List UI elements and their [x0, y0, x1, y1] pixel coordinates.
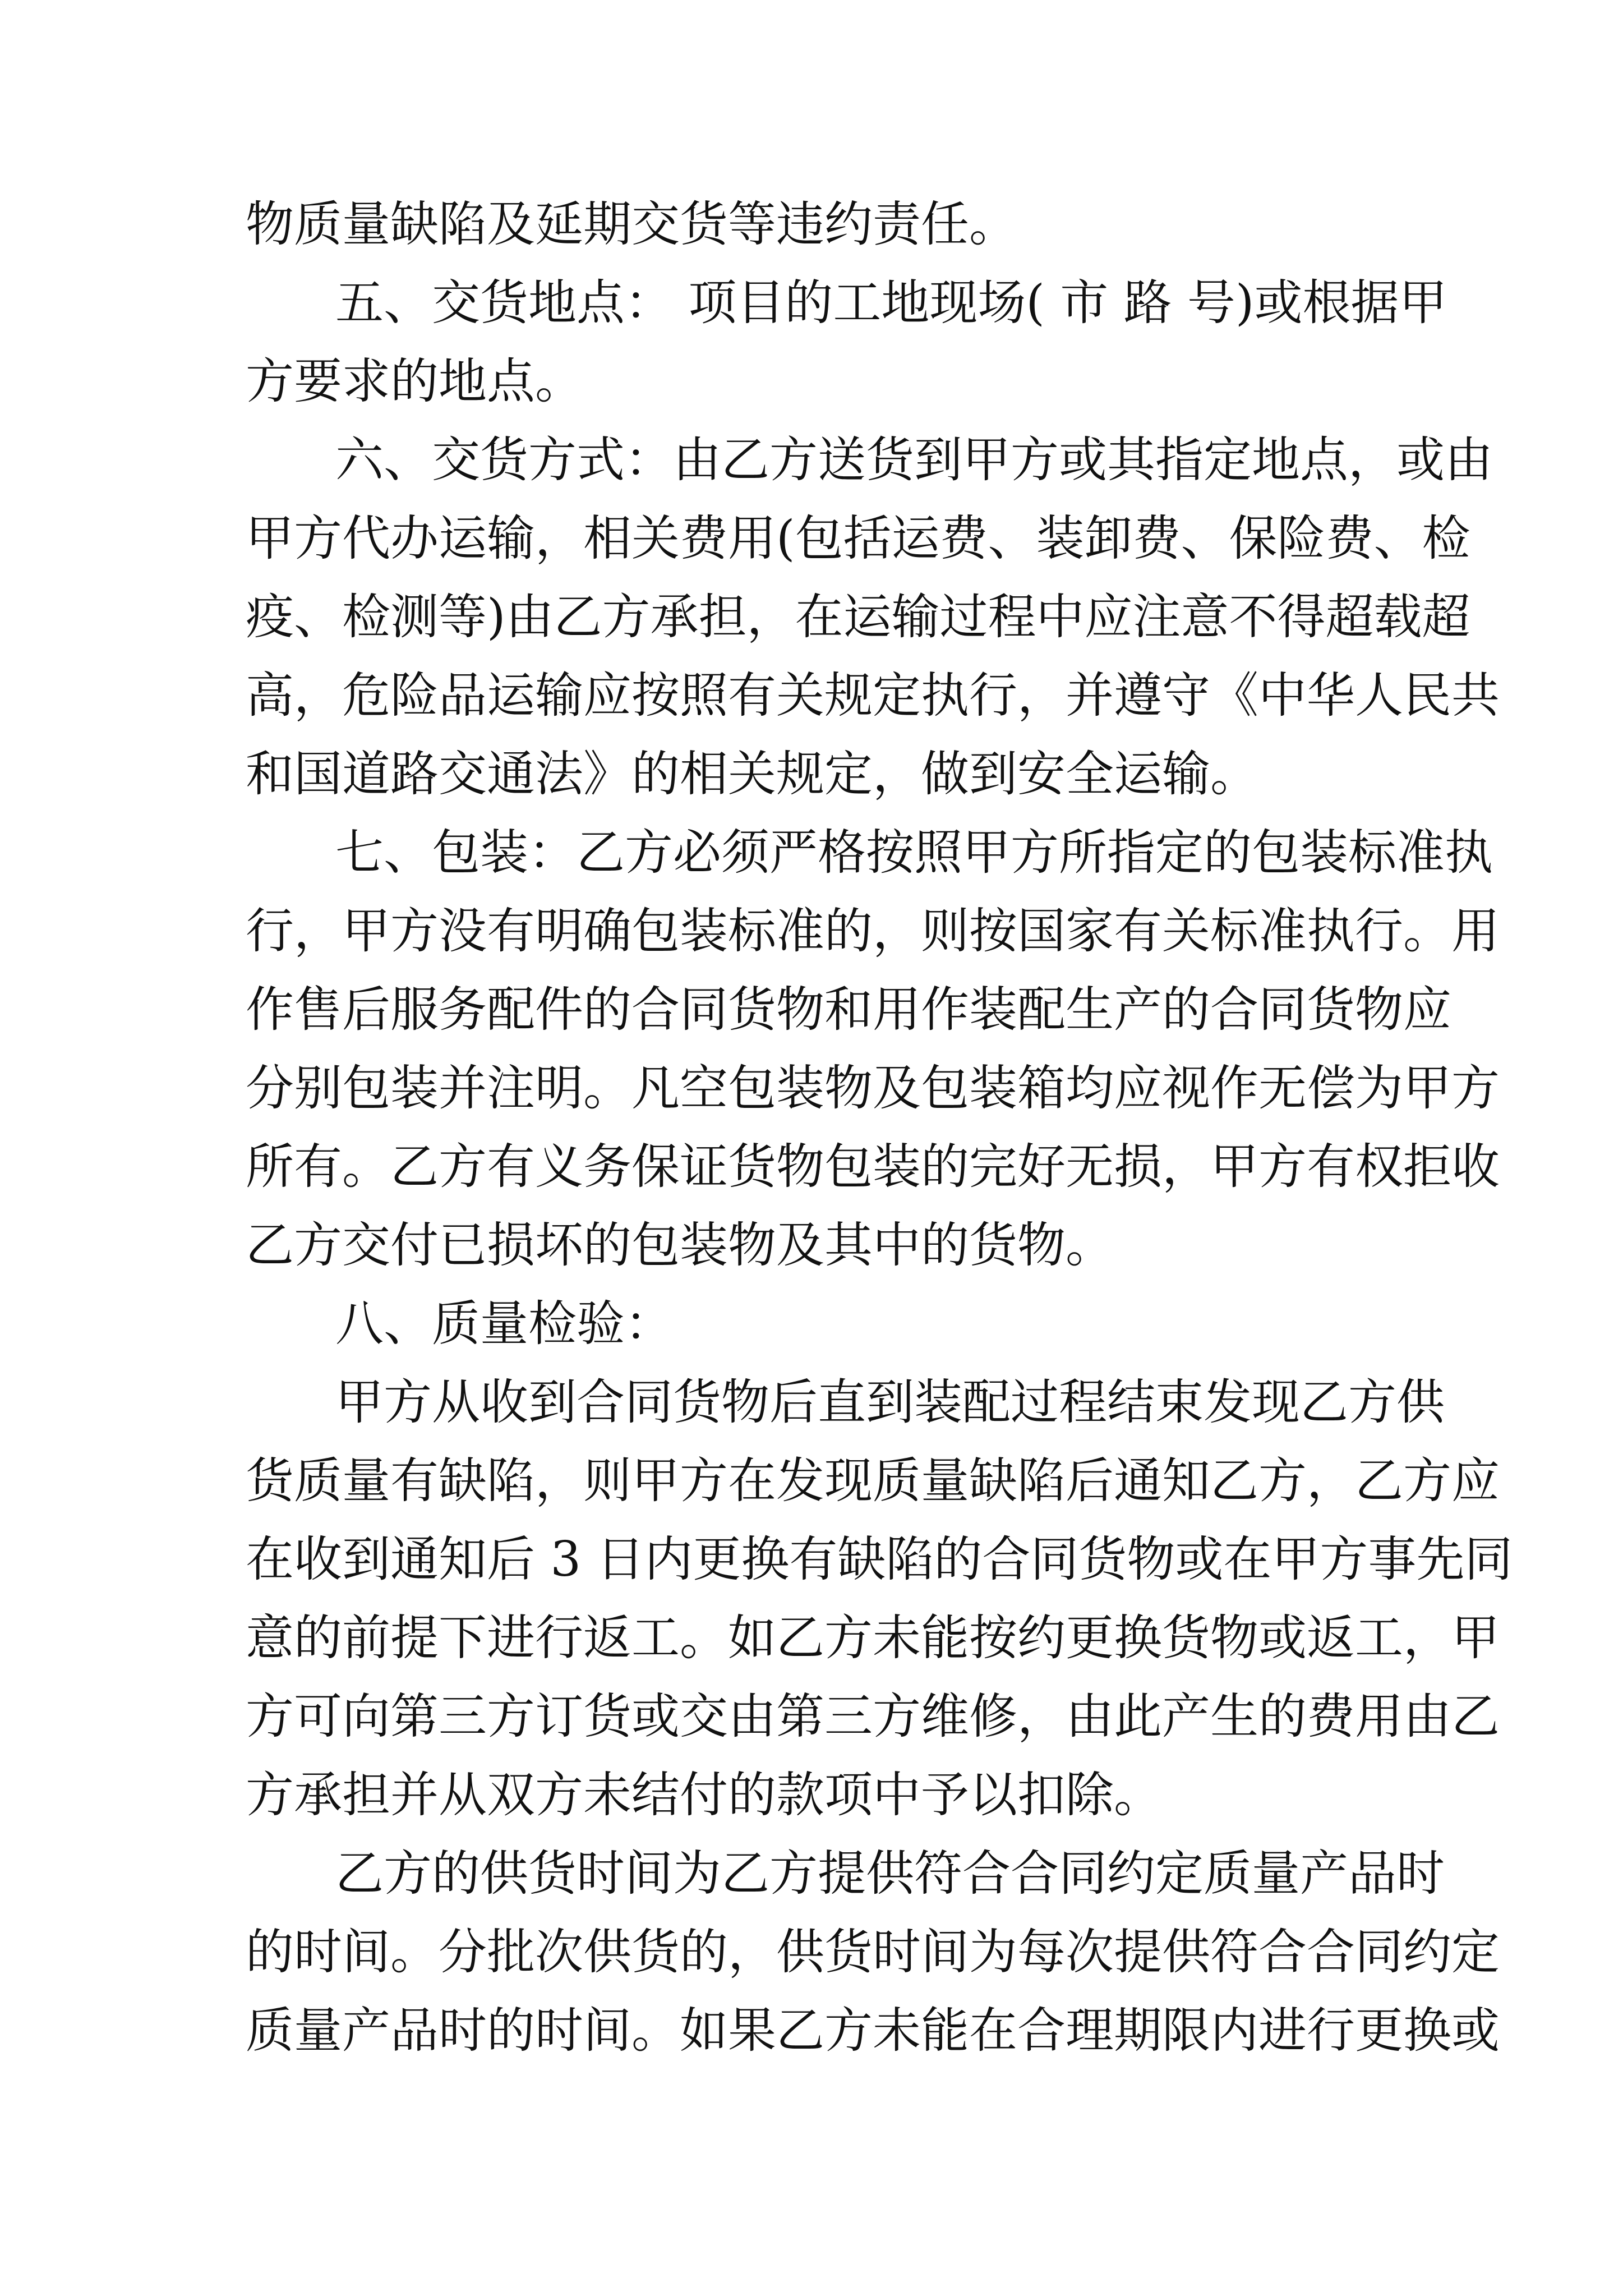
paragraph-line: 意的前提下进行返工。如乙方未能按约更换货物或返工，甲: [246, 1610, 1500, 1666]
paragraph-line: 甲方代办运输，相关费用(包括运费、装卸费、保险费、检: [246, 510, 1470, 567]
paragraph-line: 所有。乙方有义务保证货物包装的完好无损，甲方有权拒收: [246, 1139, 1500, 1195]
paragraph-line: 质量产品时的时间。如果乙方未能在合理期限内进行更换或: [246, 2003, 1500, 2059]
paragraph-line: 六、交货方式：由乙方送货到甲方或其指定地点，或由: [335, 432, 1493, 488]
paragraph-line: 行，甲方没有明确包装标准的，则按国家有关标准执行。用: [246, 903, 1500, 959]
section-heading: 八、质量检验：: [335, 1296, 673, 1352]
paragraph-line: 物质量缺陷及延期交货等违约责任。: [246, 196, 1017, 252]
paragraph-line: 乙方交付已损坏的包装物及其中的货物。: [246, 1217, 1114, 1273]
paragraph-line: 高，危险品运输应按照有关规定执行，并遵守《中华人民共: [246, 668, 1500, 724]
paragraph-line: 七、包装：乙方必须严格按照甲方所指定的包装标准执: [335, 825, 1493, 881]
paragraph-line: 方承担并从双方未结付的款项中予以扣除。: [246, 1767, 1162, 1823]
paragraph-line: 疫、检测等)由乙方承担，在运输过程中应注意不得超载超: [246, 589, 1470, 645]
paragraph-line: 和国道路交通法》的相关规定，做到安全运输。: [246, 746, 1258, 802]
paragraph-line: 方可向第三方订货或交由第三方维修，由此产生的费用由乙: [246, 1688, 1500, 1745]
paragraph-line: 在收到通知后 3 日内更换有缺陷的合同货物或在甲方事先同: [246, 1531, 1513, 1588]
paragraph-line: 分别包装并注明。凡空包装物及包装箱均应视作无偿为甲方: [246, 1060, 1500, 1116]
paragraph-line: 的时间。分批次供货的，供货时间为每次提供符合合同约定: [246, 1924, 1500, 1980]
paragraph-line: 乙方的供货时间为乙方提供符合合同约定质量产品时: [335, 1846, 1445, 1902]
paragraph-line: 五、交货地点： 项目的工地现场( 市 路 号)或根据甲: [335, 275, 1447, 331]
paragraph-line: 作售后服务配件的合同货物和用作装配生产的合同货物应: [246, 982, 1451, 1038]
paragraph-line: 方要求的地点。: [246, 353, 583, 409]
paragraph-line: 甲方从收到合同货物后直到装配过程结束发现乙方供: [335, 1374, 1445, 1430]
paragraph-line: 货质量有缺陷，则甲方在发现质量缺陷后通知乙方，乙方应: [246, 1453, 1500, 1509]
